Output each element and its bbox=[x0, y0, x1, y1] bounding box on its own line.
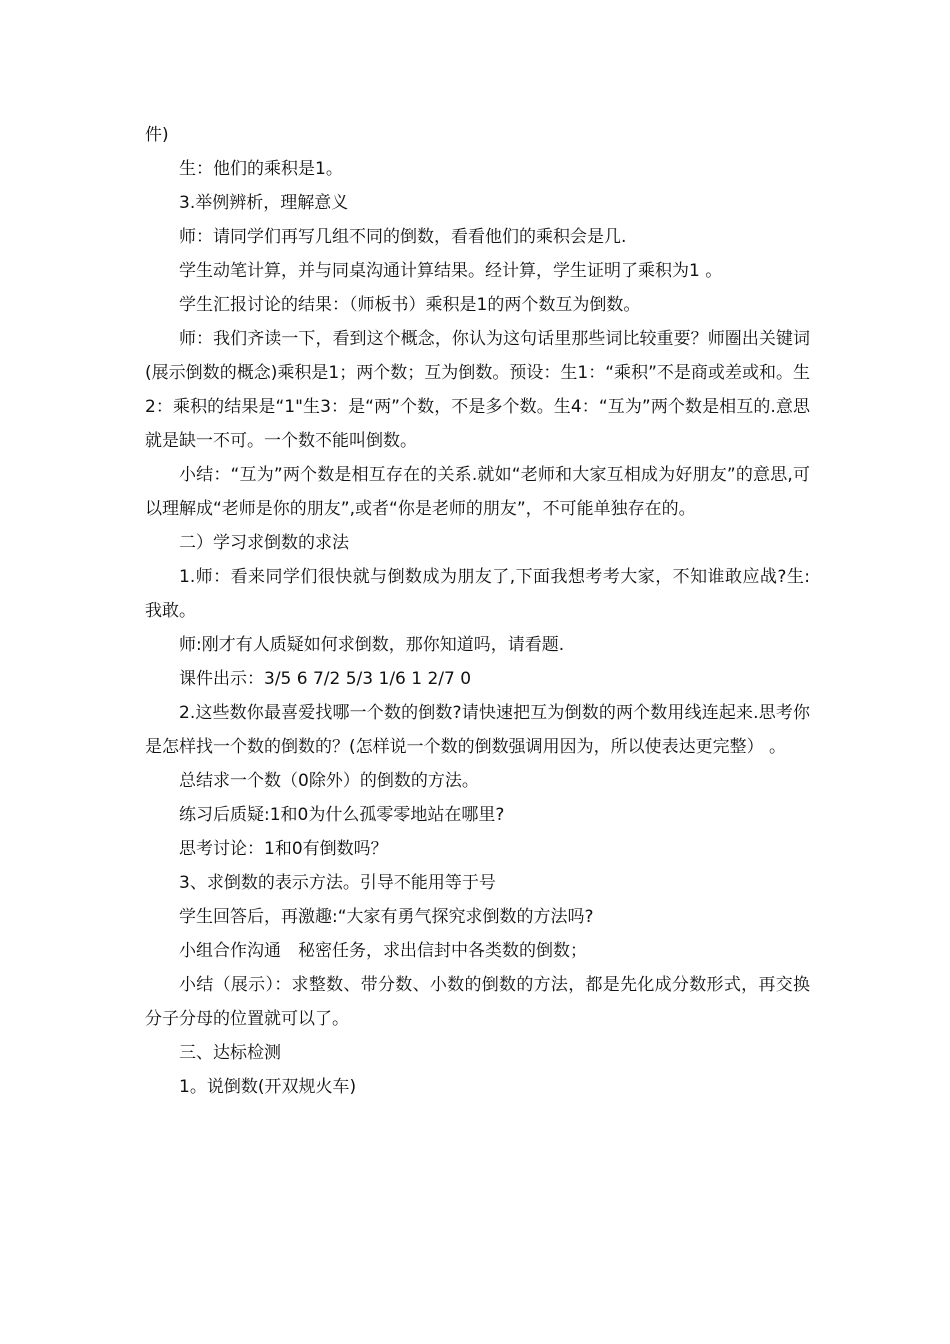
section-heading: 3.举例辨析，理解意义 bbox=[179, 193, 349, 213]
paragraph: 生：他们的乘积是1。 bbox=[179, 159, 343, 179]
paragraph: 师：我们齐读一下，看到这个概念，你认为这句话里那些词比较重要？师圈出关键词(展示倒数的概念)乘积是1；两个数；互为倒数。预设：生1：“乘积”不是商或差或和。生2：乘积的结果是“1"生3：是“两”个数，不是多个数。生4：“互为”两个数是相互的.意思就是缺一不可。一个数不能叫倒数。 bbox=[145, 329, 810, 451]
paragraph: 学生回答后，再激趣:“大家有勇气探究求倒数的方法吗? bbox=[179, 907, 594, 927]
paragraph: 思考讨论：1和0有倒数吗？ bbox=[179, 839, 388, 859]
paragraph: 课件出示：3/5 6 7/2 5/3 1/6 1 2/7 0 bbox=[179, 669, 472, 689]
paragraph: 练习后质疑:1和0为什么孤零零地站在哪里? bbox=[179, 805, 505, 825]
paragraph: 师：请同学们再写几组不同的倒数，看看他们的乘积会是几. bbox=[179, 227, 627, 247]
section-heading: 二）学习求倒数的求法 bbox=[179, 533, 349, 553]
paragraph: 1。说倒数(开双规火车) bbox=[179, 1077, 357, 1097]
paragraph: 师:刚才有人质疑如何求倒数，那你知道吗，请看题. bbox=[179, 635, 565, 655]
paragraph: 小组合作沟通 秘密任务，求出信封中各类数的倒数； bbox=[179, 941, 587, 961]
paragraph: 学生汇报讨论的结果：（师板书）乘积是1的两个数互为倒数。 bbox=[179, 295, 641, 315]
paragraph-continuation: 件) bbox=[145, 125, 169, 145]
section-heading: 3、求倒数的表示方法。引导不能用等于号 bbox=[179, 873, 496, 893]
paragraph: 1.师：看来同学们很快就与倒数成为朋友了,下面我想考考大家，不知谁敢应战?生:我敢。 bbox=[145, 567, 810, 621]
document-body bbox=[145, 118, 810, 1104]
paragraph: 总结求一个数（0除外）的倒数的方法。 bbox=[179, 771, 479, 791]
paragraph: 学生动笔计算，并与同桌沟通计算结果。经计算，学生证明了乘积为1 。 bbox=[179, 261, 723, 281]
section-heading: 三、达标检测 bbox=[179, 1043, 281, 1063]
paragraph: 2.这些数你最喜爱找哪一个数的倒数?请快速把互为倒数的两个数用线连起来.思考你是怎样找一个数的倒数的？(怎样说一个数的倒数强调用因为，所以使表达更完整） 。 bbox=[145, 703, 810, 757]
paragraph: 小结（展示）：求整数、带分数、小数的倒数的方法，都是先化成分数形式，再交换分子分母的位置就可以了。 bbox=[145, 975, 810, 1029]
paragraph: 小结：“互为”两个数是相互存在的关系.就如“老师和大家互相成为好朋友”的意思,可以理解成“老师是你的朋友”,或者“你是老师的朋友”，不可能单独存在的。 bbox=[145, 465, 810, 519]
